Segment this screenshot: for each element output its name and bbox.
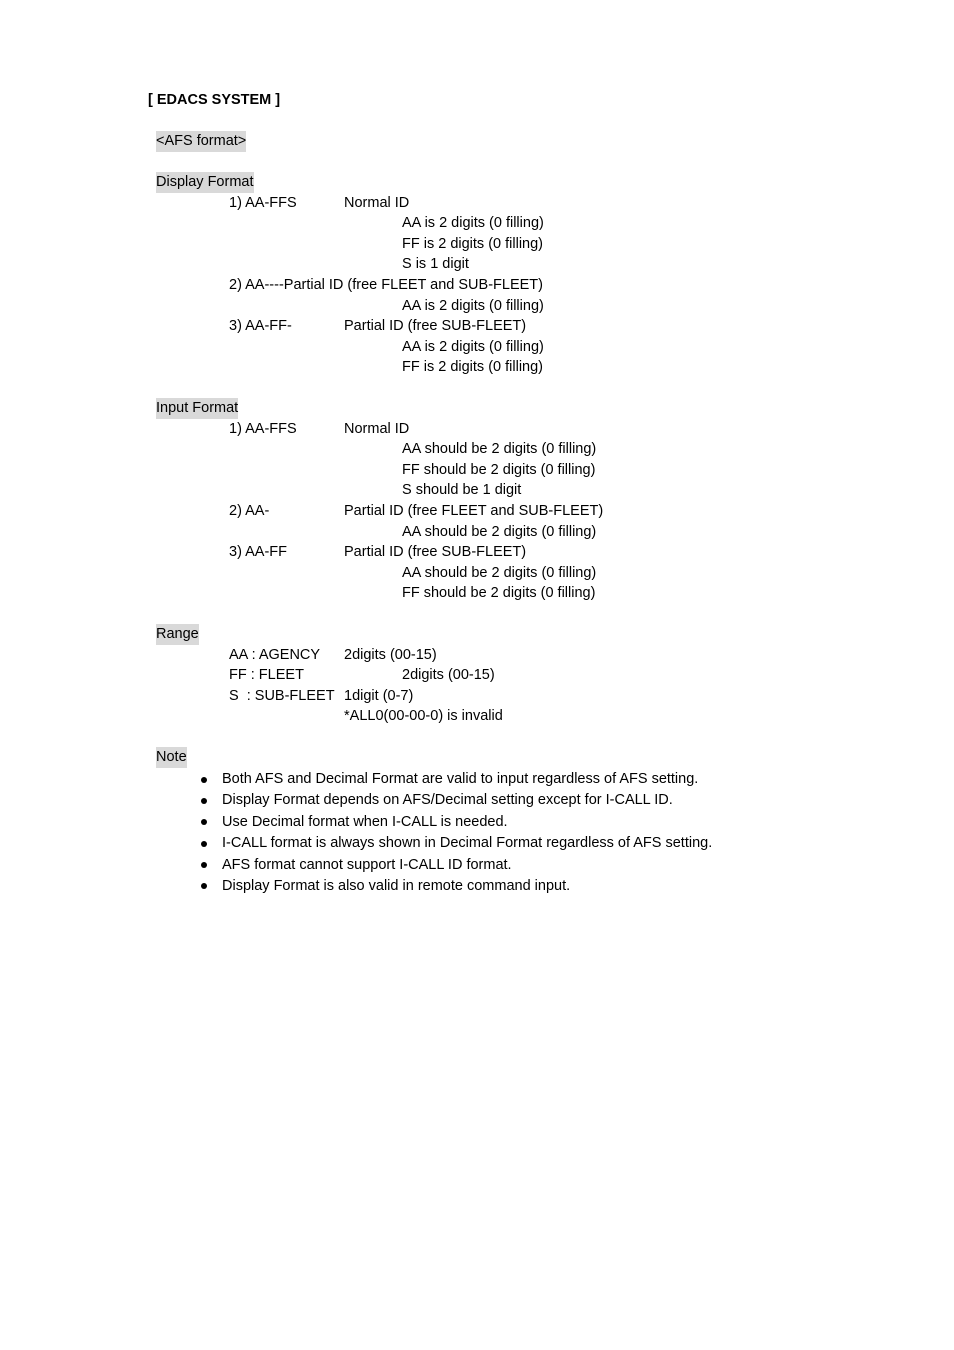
display-row-1-code: 1) AA-FFS (229, 195, 297, 211)
range-value-sub-fleet: 1digit (0-7) (344, 688, 414, 704)
display-row-2-text: 2) AA----Partial ID (free FLEET and SUB-FLEET) (229, 277, 543, 293)
display-row-3-code: 3) AA-FF- (229, 318, 292, 334)
range-label-agency: AA : AGENCY (229, 647, 321, 663)
display-row-1-detail: S is 1 digit (402, 256, 469, 272)
bullet-icon (201, 798, 207, 804)
range-value-fleet: 2digits (00-15) (402, 667, 495, 683)
input-row-2-desc: Partial ID (free FLEET and SUB-FLEET) (344, 503, 604, 519)
note-heading: Note (156, 747, 187, 768)
range-footnote: *ALL0(00-00-0) is invalid (344, 708, 503, 724)
note-text: Display Format is also valid in remote command input. (222, 877, 571, 894)
display-row-3-detail: AA is 2 digits (0 filling) (402, 339, 544, 355)
note-text: Use Decimal format when I-CALL is needed. (222, 813, 508, 830)
display-format-heading: Display Format (156, 172, 254, 193)
input-row-1-detail: S should be 1 digit (402, 482, 522, 498)
list-item (198, 876, 712, 897)
list-item (198, 855, 712, 876)
page-title: [ EDACS SYSTEM ] (148, 92, 281, 108)
input-row-1-desc: Normal ID (344, 421, 410, 437)
bullet-icon (201, 883, 207, 889)
input-row-1-code: 1) AA-FFS (229, 421, 297, 437)
range-label-sub-fleet: S : SUB-FLEET (229, 688, 335, 704)
display-row-2-detail: AA is 2 digits (0 filling) (402, 298, 544, 314)
display-row-3-detail: FF is 2 digits (0 filling) (402, 359, 544, 375)
list-item (198, 833, 712, 854)
input-row-2-code: 2) AA- (229, 503, 270, 519)
bullet-icon (201, 841, 207, 847)
note-text: Both AFS and Decimal Format are valid to input regardless of AFS setting. (222, 771, 699, 787)
display-row-1-desc: Normal ID (344, 195, 410, 211)
note-text: Display Format depends on AFS/Decimal setting except for I-CALL ID. (222, 792, 673, 809)
note-list (198, 769, 712, 897)
input-row-1-detail: FF should be 2 digits (0 filling) (402, 462, 596, 478)
input-row-3-code: 3) AA-FF (229, 544, 288, 560)
bullet-icon (201, 819, 207, 825)
input-row-3-detail: AA should be 2 digits (0 filling) (402, 565, 597, 581)
display-row-1-detail: FF is 2 digits (0 filling) (402, 236, 544, 252)
input-row-3-detail: FF should be 2 digits (0 filling) (402, 585, 596, 601)
list-item (198, 790, 712, 811)
note-text: I-CALL format is always shown in Decimal Format regardless of AFS setting. (222, 835, 713, 852)
input-row-3-desc: Partial ID (free SUB-FLEET) (344, 544, 527, 560)
display-row-1-detail: AA is 2 digits (0 filling) (402, 215, 544, 231)
list-item (198, 812, 712, 833)
input-format-heading: Input Format (156, 398, 238, 419)
input-row-1-detail: AA should be 2 digits (0 filling) (402, 441, 597, 457)
note-text: AFS format cannot support I-CALL ID format. (222, 856, 512, 873)
bullet-icon (201, 862, 207, 868)
section-heading-afs-format: <AFS format> (156, 131, 246, 152)
range-value-agency: 2digits (00-15) (344, 647, 437, 663)
bullet-icon (201, 777, 207, 783)
input-row-2-detail: AA should be 2 digits (0 filling) (402, 524, 597, 540)
range-heading: Range (156, 624, 199, 645)
list-item (198, 769, 712, 790)
display-row-3-desc: Partial ID (free SUB-FLEET) (344, 318, 527, 334)
range-label-fleet: FF : FLEET (229, 667, 304, 683)
